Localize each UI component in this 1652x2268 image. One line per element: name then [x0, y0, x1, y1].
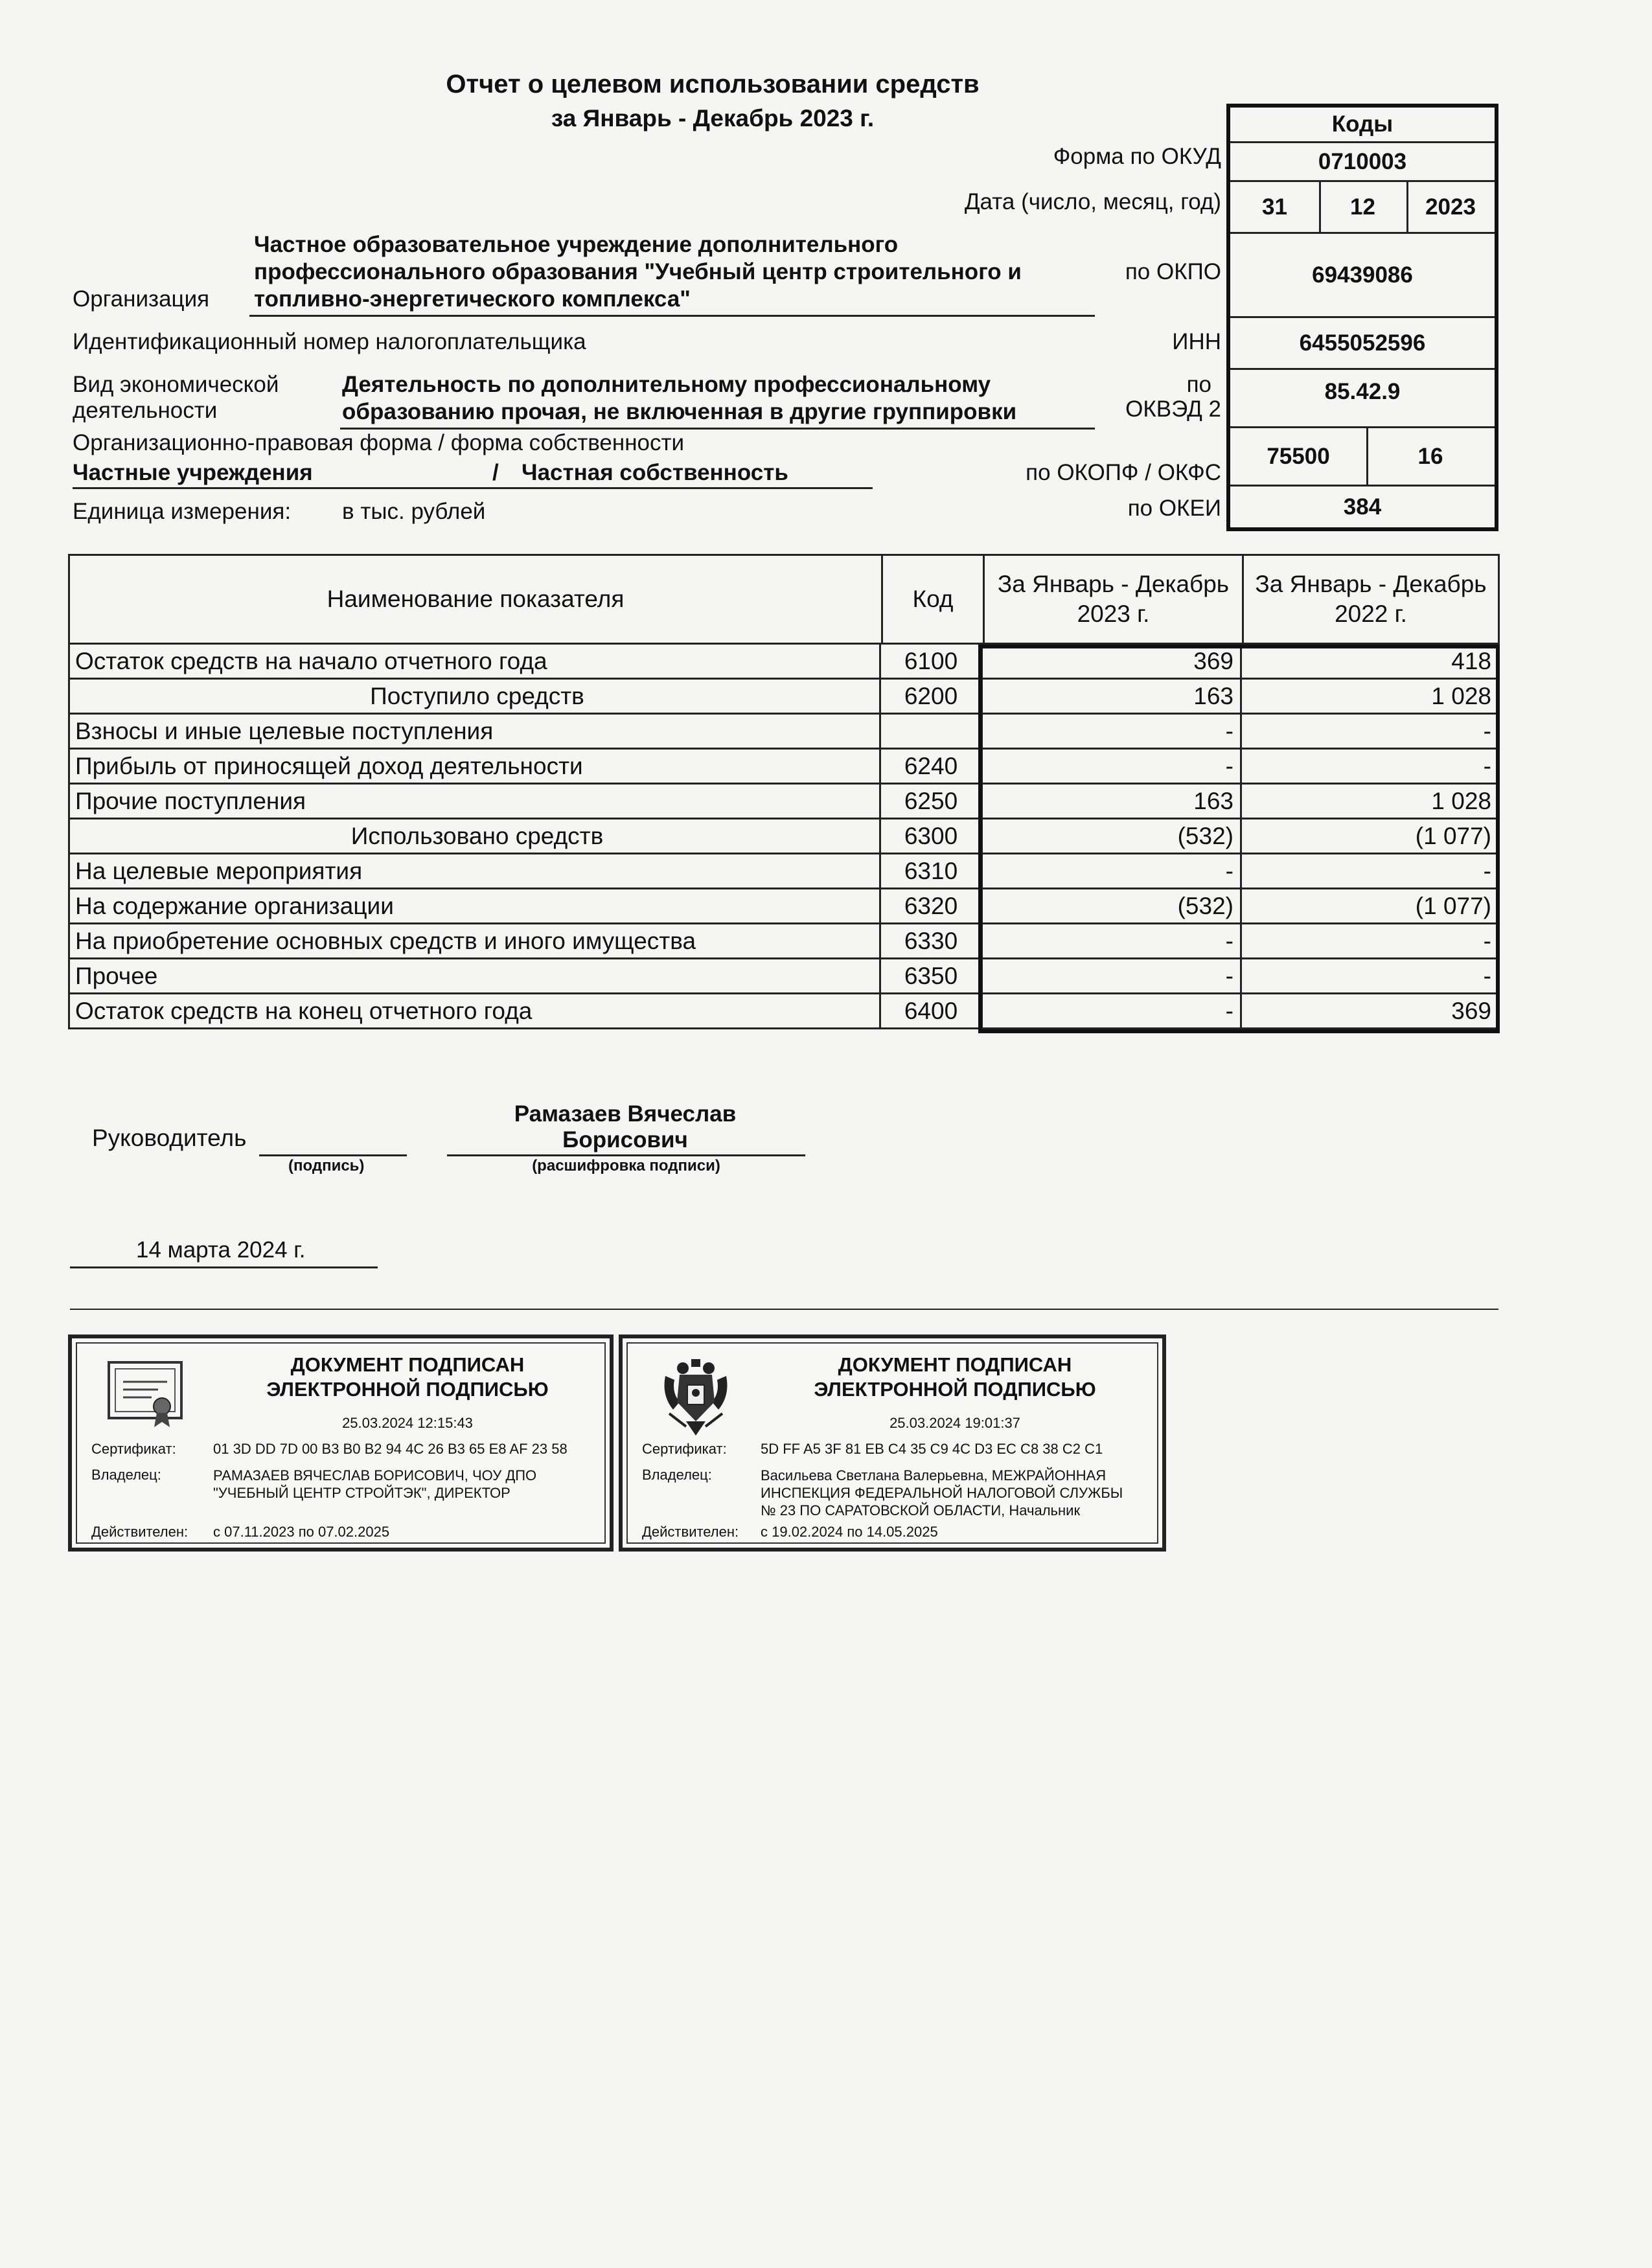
stamp-2-owner-line-1: Васильева Светлана Валерьевна, МЕЖРАЙОННАЯ [761, 1467, 1107, 1483]
row-value-2022: (1 077) [1242, 819, 1500, 854]
stamp-1-cert-label: Сертификат: [91, 1441, 176, 1457]
codes-heading [1230, 108, 1495, 143]
inn-value [1230, 318, 1495, 370]
activity-label-2: деятельности [73, 398, 218, 423]
okud-value [1230, 143, 1495, 182]
e-signature-stamp-2 [619, 1334, 1166, 1552]
legal-form-value: Частные учреждения [73, 460, 313, 485]
legal-form-separator: / [492, 460, 499, 485]
inn-full-label: Идентификационный номер налогоплательщика [73, 329, 586, 354]
header-2023 [983, 554, 1244, 645]
row-value-2022: (1 077) [1242, 889, 1500, 924]
stamp-1-title-2: ЭЛЕКТРОННОЙ ПОДПИСЬЮ [266, 1378, 549, 1401]
date-line [70, 1266, 378, 1268]
okved-label-2: ОКВЭД 2 [1125, 396, 1221, 422]
stamp-2-cert-label: Сертификат: [642, 1441, 727, 1457]
stamp-2-owner-label: Владелец: [642, 1467, 712, 1483]
signer-role: Руководитель [92, 1125, 247, 1151]
row-value-2023: 163 [983, 680, 1242, 715]
okei-value [1230, 487, 1495, 527]
row-name: Остаток средств на конец отчетного года [68, 994, 881, 1029]
row-code: 6250 [881, 785, 983, 819]
org-label: Организация [73, 286, 210, 312]
org-name-line-3: топливно-энергетического комплекса" [254, 286, 691, 312]
table-row [68, 785, 1500, 819]
date-day: 31 [1262, 194, 1287, 220]
stamp-2-datetime: 25.03.2024 19:01:37 [889, 1415, 1020, 1431]
row-name: Прибыль от приносящей доход деятельности [68, 750, 881, 785]
org-name-line-1: Частное образовательное учреждение дополнительного [254, 232, 899, 257]
date-year: 2023 [1425, 194, 1476, 220]
row-name: Взносы и иные целевые поступления [68, 715, 881, 750]
row-value-2023: - [983, 715, 1242, 750]
row-value-2023: 163 [983, 785, 1242, 819]
activity-line-1: Деятельность по дополнительному профессиональному [342, 372, 991, 397]
row-value-2022: 418 [1242, 645, 1500, 680]
header-name [68, 554, 883, 645]
header-name-text: Наименование показателя [327, 586, 625, 612]
separator-line [70, 1309, 1498, 1310]
report-title: Отчет о целевом использовании средств [446, 70, 980, 98]
okopf-value: 75500 [1267, 443, 1330, 469]
stamp-1-cert: 01 3D DD 7D 00 B3 B0 B2 94 4C 26 B3 65 E8 AF 23 58 [213, 1441, 568, 1457]
stamp-1-owner-label: Владелец: [91, 1467, 161, 1483]
ownership-value: Частная собственность [522, 460, 788, 485]
signing-date: 14 марта 2024 г. [136, 1237, 306, 1263]
signer-name-line-1: Рамазаев Вячеслав [514, 1101, 737, 1127]
row-code: 6300 [881, 819, 983, 854]
table-row [68, 854, 1500, 889]
row-value-2022: 1 028 [1242, 785, 1500, 819]
table-row [68, 715, 1500, 750]
okopf-label: по ОКОПФ / ОКФС [1026, 460, 1221, 485]
header-code [881, 554, 985, 645]
table-row [68, 750, 1500, 785]
okfs-value: 16 [1417, 443, 1443, 469]
okpo-text: 69439086 [1312, 262, 1413, 288]
okved-label-1: по [1186, 372, 1211, 397]
stamp-2-title-2: ЭЛЕКТРОННОЙ ПОДПИСЬЮ [814, 1378, 1096, 1401]
unit-value: в тыс. рублей [342, 499, 486, 524]
row-code: 6100 [881, 645, 983, 680]
report-table [68, 554, 1500, 1033]
table-row [68, 645, 1500, 680]
okved-text: 85.42.9 [1324, 379, 1401, 404]
decode-line [447, 1154, 805, 1156]
date-label: Дата (число, месяц, год) [964, 189, 1221, 214]
okei-label: по ОКЕИ [1127, 496, 1221, 521]
stamp-2-cert: 5D FF A5 3F 81 EB C4 35 C9 4C D3 EC C8 38 C2 C1 [761, 1441, 1103, 1457]
row-name: Прочее [68, 959, 881, 994]
row-code: 6320 [881, 889, 983, 924]
codes-heading-text: Коды [1331, 111, 1394, 137]
legal-form-underline [73, 487, 873, 489]
header-2023-line-2: 2023 г. [1077, 601, 1150, 627]
date-values [1230, 182, 1495, 234]
decode-caption: (расшифровка подписи) [532, 1157, 720, 1174]
row-value-2023: 369 [983, 645, 1242, 680]
row-value-2023: (532) [983, 819, 1242, 854]
okpo-value [1230, 234, 1495, 318]
inn-text: 6455052596 [1299, 330, 1426, 356]
activity-underline [340, 428, 1095, 430]
stamp-1-owner-line-1: РАМАЗАЕВ ВЯЧЕСЛАВ БОРИСОВИЧ, ЧОУ ДПО [213, 1467, 537, 1483]
signer-name-line-2: Борисович [562, 1127, 688, 1152]
okopf-values [1230, 428, 1495, 487]
row-value-2022: - [1242, 750, 1500, 785]
unit-label: Единица измерения: [73, 499, 292, 524]
row-name: Прочие поступления [68, 785, 881, 819]
row-code: 6330 [881, 924, 983, 959]
row-value-2023: - [983, 924, 1242, 959]
okud-text: 0710003 [1318, 148, 1407, 174]
row-value-2023: - [983, 854, 1242, 889]
activity-line-2: образованию прочая, не включенная в другие группировки [342, 399, 1017, 424]
table-row [68, 889, 1500, 924]
row-value-2023: - [983, 994, 1242, 1029]
okud-label: Форма по ОКУД [1053, 144, 1221, 169]
row-value-2022: - [1242, 854, 1500, 889]
stamp-inner-border [626, 1342, 1158, 1544]
stamp-2-valid: с 19.02.2024 по 14.05.2025 [761, 1524, 938, 1540]
signature-caption: (подпись) [288, 1157, 365, 1174]
e-signature-stamp-1 [68, 1334, 614, 1552]
date-month: 12 [1350, 194, 1375, 220]
stamp-2-owner-line-2: ИНСПЕКЦИЯ ФЕДЕРАЛЬНОЙ НАЛОГОВОЙ СЛУЖБЫ [761, 1485, 1123, 1501]
row-name: На целевые мероприятия [68, 854, 881, 889]
header-code-text: Код [912, 586, 954, 612]
row-code: 6310 [881, 854, 983, 889]
row-value-2022: 369 [1242, 994, 1500, 1029]
row-value-2023: - [983, 750, 1242, 785]
row-code: 6200 [881, 680, 983, 715]
row-value-2023: (532) [983, 889, 1242, 924]
table-row [68, 994, 1500, 1029]
row-name: Остаток средств на начало отчетного года [68, 645, 881, 680]
row-value-2023: - [983, 959, 1242, 994]
stamp-1-title-1: ДОКУМЕНТ ПОДПИСАН [290, 1353, 525, 1376]
row-code: 6240 [881, 750, 983, 785]
okved-value [1230, 370, 1495, 428]
stamp-2-title-1: ДОКУМЕНТ ПОДПИСАН [838, 1353, 1072, 1376]
table-row [68, 819, 1500, 854]
table-row [68, 680, 1500, 715]
row-name: Использовано средств [68, 819, 881, 854]
row-name: Поступило средств [68, 680, 881, 715]
row-value-2022: 1 028 [1242, 680, 1500, 715]
stamp-2-owner-line-3: № 23 ПО САРАТОВСКОЙ ОБЛАСТИ, Начальник [761, 1502, 1081, 1518]
row-code [881, 715, 983, 750]
row-name: На приобретение основных средств и иного имущества [68, 924, 881, 959]
okei-text: 384 [1343, 494, 1382, 520]
signature-line [259, 1154, 407, 1156]
header-2022-line-1: За Январь - Декабрь [1255, 571, 1487, 597]
table-row [68, 924, 1500, 959]
row-value-2022: - [1242, 924, 1500, 959]
stamp-1-valid-label: Действителен: [91, 1524, 189, 1540]
inn-label: ИНН [1172, 329, 1221, 354]
codes-box [1226, 104, 1498, 531]
certificate-icon [106, 1360, 184, 1431]
row-code: 6350 [881, 959, 983, 994]
coat-of-arms-icon [660, 1357, 731, 1438]
org-name-line-2: профессионального образования "Учебный центр строительного и [254, 259, 1022, 284]
row-value-2022: - [1242, 959, 1500, 994]
stamp-2-valid-label: Действителен: [642, 1524, 739, 1540]
row-value-2022: - [1242, 715, 1500, 750]
report-period: за Январь - Декабрь 2023 г. [551, 105, 875, 132]
header-2022 [1242, 554, 1500, 645]
row-code: 6400 [881, 994, 983, 1029]
header-2022-line-2: 2022 г. [1335, 601, 1407, 627]
org-underline [249, 315, 1095, 317]
header-2023-line-1: За Январь - Декабрь [997, 571, 1230, 597]
table-row [68, 959, 1500, 994]
okpo-label: по ОКПО [1125, 259, 1221, 284]
activity-label-1: Вид экономической [73, 372, 279, 397]
stamp-1-owner-line-2: "УЧЕБНЫЙ ЦЕНТР СТРОЙТЭК", ДИРЕКТОР [213, 1485, 511, 1501]
stamp-1-datetime: 25.03.2024 12:15:43 [342, 1415, 473, 1431]
row-name: На содержание организации [68, 889, 881, 924]
legal-form-label: Организационно-правовая форма / форма собственности [73, 430, 685, 455]
stamp-inner-border [76, 1342, 606, 1544]
stamp-1-valid: с 07.11.2023 по 07.02.2025 [213, 1524, 390, 1540]
